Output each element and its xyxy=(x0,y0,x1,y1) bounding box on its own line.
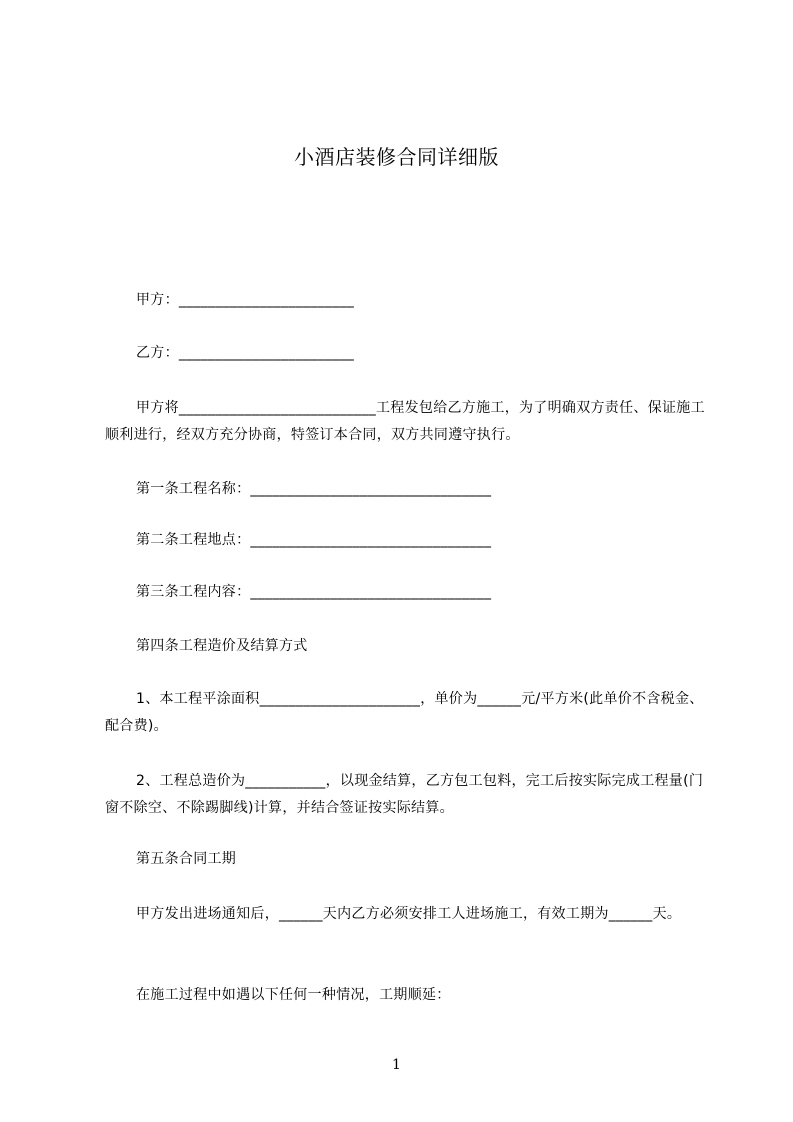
article-2-project-location: 第二条工程地点：_________________________________ xyxy=(136,532,492,548)
clause-4-2: 2、工程总造价为___________，以现金结算，乙方包工包料，完工后按实际完成工程量(门窗不除空、不除踢脚线)计算，并结合签证按实际结算。 xyxy=(105,773,704,816)
clause-5-1: 甲方发出进场通知后，______天内乙方必须安排工人进场施工，有效工期为______天。 xyxy=(136,906,682,922)
page-number: 1 xyxy=(392,1057,401,1073)
article-5-heading: 第五条合同工期 xyxy=(136,851,237,867)
document-title: 小酒店装修合同详细版 xyxy=(294,145,499,169)
party-b-line: 乙方：________________________ xyxy=(136,345,355,361)
intro-paragraph: 甲方将___________________________工程发包给乙方施工，为了明确双方责任、保证施工顺利进行，经双方充分协商，特签订本合同，双方共同遵守执行。 xyxy=(105,400,705,443)
clause-4-1: 1、本工程平涂面积______________________，单价为______元/平方米(此单价不含税金、配合费)。 xyxy=(105,691,704,734)
clause-5-2: 在施工过程中如遇以下任何一种情况，工期顺延： xyxy=(136,987,451,1003)
article-3-project-content: 第三条工程内容：_________________________________ xyxy=(136,584,492,600)
article-1-project-name: 第一条工程名称：_________________________________ xyxy=(136,481,492,497)
party-a-line: 甲方：________________________ xyxy=(136,292,355,308)
article-4-heading: 第四条工程造价及结算方式 xyxy=(136,638,308,654)
